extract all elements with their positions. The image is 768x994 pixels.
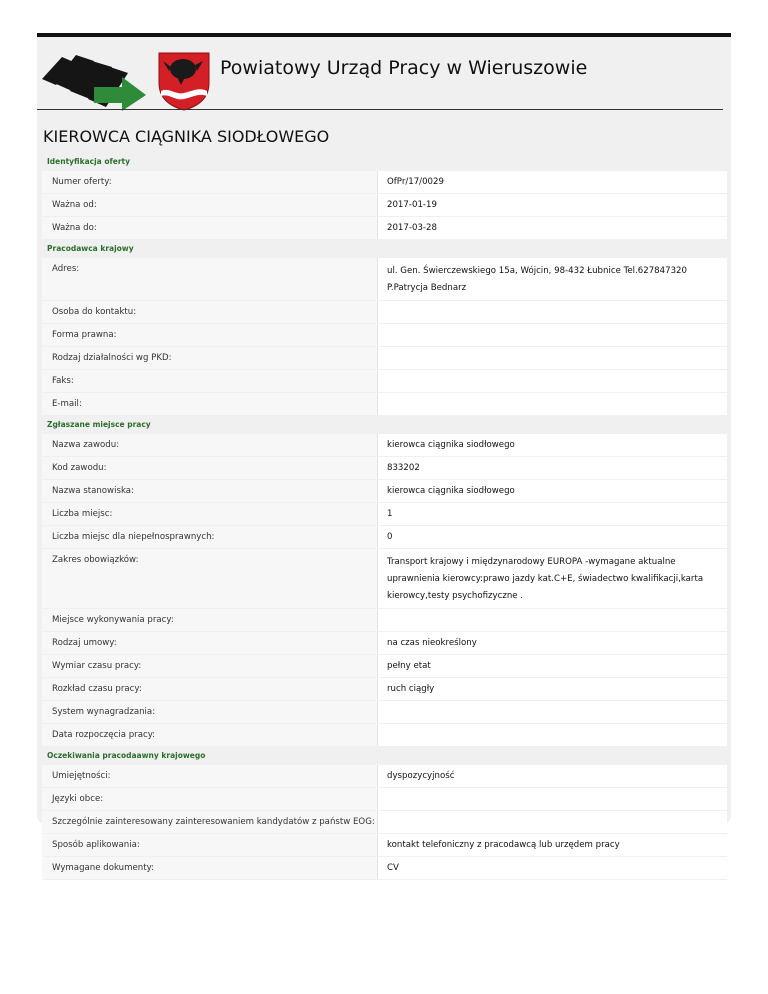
- field-value: [377, 811, 727, 833]
- field-value: dyspozycyjność: [377, 765, 727, 787]
- field-label: Kod zawodu:: [42, 457, 377, 479]
- detail-row: [42, 301, 727, 324]
- office-name: Powiatowy Urząd Pracy w Wieruszowie: [220, 57, 588, 79]
- field-value: 1: [377, 503, 727, 525]
- field-label: E-mail:: [42, 393, 377, 415]
- field-value: ul. Gen. Świerczewskiego 15a, Wójcin, 98-432 Łubnice Tel.627847320 P.Patrycja Bednarz: [377, 258, 727, 300]
- detail-row: [42, 457, 727, 480]
- field-label: Ważna do:: [42, 217, 377, 239]
- field-value: [377, 347, 727, 369]
- field-label: Liczba miejsc dla niepełnosprawnych:: [42, 526, 377, 548]
- header-divider: [37, 109, 723, 110]
- field-label: Liczba miejsc:: [42, 503, 377, 525]
- detail-row: [42, 788, 727, 811]
- detail-row: [42, 549, 727, 609]
- field-label: Rozkład czasu pracy:: [42, 678, 377, 700]
- field-value: CV: [377, 857, 727, 879]
- section-heading: Oczekiwania pracodaawny krajowego: [42, 747, 727, 765]
- field-value: ruch ciągły: [377, 678, 727, 700]
- field-label: Sposób aplikowania:: [42, 834, 377, 856]
- job-title: KIEROWCA CIĄGNIKA SIODŁOWEGO: [43, 127, 330, 146]
- field-value: OfPr/17/0029: [377, 171, 727, 193]
- detail-row: [42, 324, 727, 347]
- field-label: Rodzaj działalności wg PKD:: [42, 347, 377, 369]
- field-value: kierowca ciągnika siodłowego: [377, 434, 727, 456]
- detail-row: [42, 857, 727, 880]
- field-value: 2017-01-19: [377, 194, 727, 216]
- detail-row: [42, 217, 727, 240]
- field-label: Wymagane dokumenty:: [42, 857, 377, 879]
- field-value: 2017-03-28: [377, 217, 727, 239]
- field-value: pełny etat: [377, 655, 727, 677]
- detail-row: [42, 811, 727, 834]
- field-value: [377, 301, 727, 323]
- offer-details: [42, 153, 727, 880]
- field-value: Transport krajowy i międzynarodowy EUROPA -wymagane aktualne uprawnienia kierowcy:prawo jazdy kat.C+E, świadectwo kwalifikacji,karta kierowcy,testy psychofizyczne .: [377, 549, 727, 608]
- field-label: Rodzaj umowy:: [42, 632, 377, 654]
- field-label: Nazwa zawodu:: [42, 434, 377, 456]
- detail-row: [42, 258, 727, 301]
- detail-row: [42, 194, 727, 217]
- field-label: Forma prawna:: [42, 324, 377, 346]
- detail-row: [42, 393, 727, 416]
- field-label: Zakres obowiązków:: [42, 549, 377, 608]
- field-value: kontakt telefoniczny z pracodawcą lub urzędem pracy: [377, 834, 727, 856]
- detail-row: [42, 632, 727, 655]
- field-label: Szczególnie zainteresowany zainteresowaniem kandydatów z państw EOG:: [42, 811, 377, 833]
- field-label: Adres:: [42, 258, 377, 300]
- field-label: Wymiar czasu pracy:: [42, 655, 377, 677]
- detail-row: [42, 171, 727, 194]
- detail-row: [42, 347, 727, 370]
- detail-row: [42, 834, 727, 857]
- field-label: System wynagradzania:: [42, 701, 377, 723]
- field-value: 833202: [377, 457, 727, 479]
- document-arrow-logo-icon: [40, 49, 152, 111]
- detail-row: [42, 609, 727, 632]
- detail-row: [42, 503, 727, 526]
- section-heading: Pracodawca krajowy: [42, 240, 727, 258]
- field-label: Umiejętności:: [42, 765, 377, 787]
- field-value: kierowca ciągnika siodłowego: [377, 480, 727, 502]
- section-heading: Zgłaszane miejsce pracy: [42, 416, 727, 434]
- offer-card: [37, 33, 731, 873]
- detail-row: [42, 724, 727, 747]
- field-label: Data rozpoczęcia pracy:: [42, 724, 377, 746]
- field-label: Języki obce:: [42, 788, 377, 810]
- detail-row: [42, 434, 727, 457]
- detail-row: [42, 526, 727, 549]
- field-value: [377, 724, 727, 746]
- field-value: [377, 701, 727, 723]
- field-value: na czas nieokreślony: [377, 632, 727, 654]
- page-header: [37, 37, 731, 113]
- field-value: [377, 393, 727, 415]
- section-heading: Identyfikacja oferty: [42, 153, 727, 171]
- field-value: [377, 324, 727, 346]
- detail-row: [42, 765, 727, 788]
- field-value: [377, 609, 727, 631]
- detail-row: [42, 370, 727, 393]
- detail-row: [42, 678, 727, 701]
- field-value: 0: [377, 526, 727, 548]
- coat-of-arms-icon: [157, 49, 211, 111]
- field-label: Numer oferty:: [42, 171, 377, 193]
- field-label: Osoba do kontaktu:: [42, 301, 377, 323]
- detail-row: [42, 480, 727, 503]
- detail-row: [42, 701, 727, 724]
- field-label: Faks:: [42, 370, 377, 392]
- field-value: [377, 788, 727, 810]
- field-label: Ważna od:: [42, 194, 377, 216]
- detail-row: [42, 655, 727, 678]
- field-value: [377, 370, 727, 392]
- field-label: Nazwa stanowiska:: [42, 480, 377, 502]
- field-label: Miejsce wykonywania pracy:: [42, 609, 377, 631]
